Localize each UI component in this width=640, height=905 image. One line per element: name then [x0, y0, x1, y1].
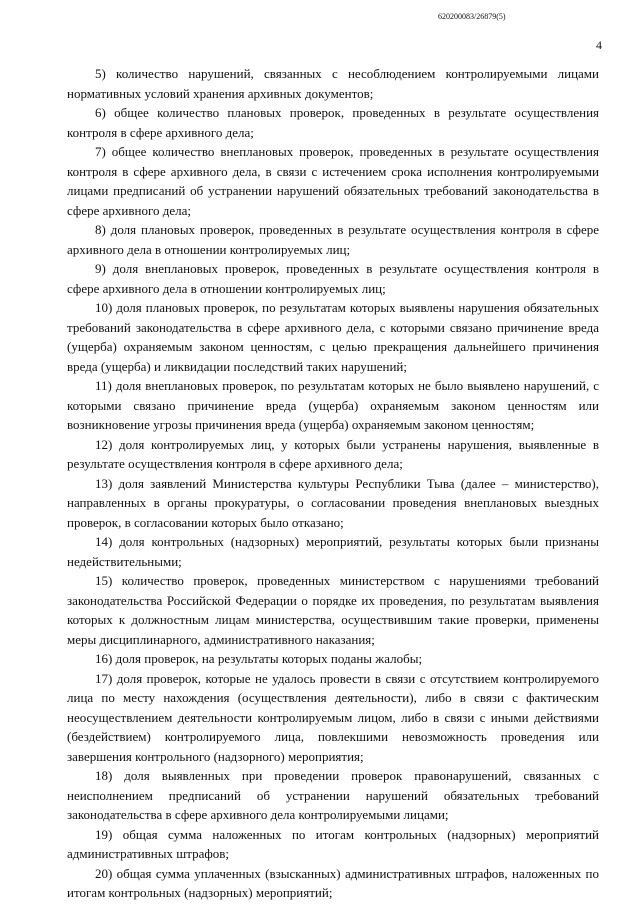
list-item-10: 10) доля плановых проверок, по результатам которых выявлены нарушения обязательных требований законодательства в сфере архивного дела, с которыми связано причинение вреда (ущерба) охраняемым законом ценностям, с целью прекращения дальнейшего причинения вреда (ущерба) и ликвидации последствий таких нарушений; — [67, 300, 599, 374]
list-item-11: 11) доля внеплановых проверок, по результатам которых не было выявлено нарушений, с которыми связано причинение вреда (ущерба) охраняемым законом ценностям или возникновение угрозы причинения вреда (ущерба) охраняемым законом ценностям; — [67, 378, 599, 432]
page-number: 4 — [596, 38, 602, 52]
list-item-20: 20) общая сумма уплаченных (взысканных) административных штрафов, наложенных по итогам контрольных (надзорных) мероприятий; — [67, 865, 599, 900]
list-item-12: 12) доля контролируемых лиц, у которых были устранены нарушения, выявленные в результате осуществления контроля в сфере архивного дела; — [67, 436, 599, 471]
list-item-14: 14) доля контрольных (надзорных) мероприятий, результаты которых были признаны недействительными; — [67, 534, 599, 569]
list-item-13: 13) доля заявлений Министерства культуры Республики Тыва (далее – министерство), направленных в органы прокуратуры, о согласовании проведения внеплановых выездных проверок, в согласовании которых было отказано; — [67, 475, 599, 530]
document-body — [67, 64, 599, 903]
list-item-19: 19) общая сумма наложенных по итогам контрольных (надзорных) мероприятий административных штрафов; — [67, 826, 599, 861]
list-item-18: 18) доля выявленных при проведении проверок правонарушений, связанных с неисполнением предписаний об устранении нарушений обязательных требований законодательства в сфере архивного дела контролируемыми лицами; — [67, 768, 599, 822]
list-item-6: 6) общее количество плановых проверок, проведенных в результате осуществления контроля в сфере архивного дела; — [67, 105, 599, 140]
list-item-5: 5) количество нарушений, связанных с несоблюдением контролируемыми лицами нормативных условий хранения архивных документов; — [67, 66, 599, 101]
list-item-16: 16) доля проверок, на результаты которых поданы жалобы; — [95, 651, 423, 666]
list-item-17: 17) доля проверок, которые не удалось провести в связи с отсутствием контролируемого лица по месту нахождения (осуществления деятельности), либо в связи с фактическим неосуществлением деятельности контролируемым лицом, либо в связи с иными действиями (бездействием) контролируемого лица, повлекшими невозможность проведения или завершения контрольного (надзорного) мероприятия; — [67, 670, 599, 764]
document-code: 620200083/26879(5) — [438, 12, 506, 21]
list-item-7: 7) общее количество внеплановых проверок, проведенных в результате осуществления контроля в сфере архивного дела, в связи с истечением срока исполнения контролируемыми лицами предписаний об устранении нарушений обязательных требований законодательства в сфере архивного дела; — [67, 144, 599, 218]
list-item-9: 9) доля внеплановых проверок, проведенных в результате осуществления контроля в сфере архивного дела в отношении контролируемых лиц; — [67, 261, 599, 296]
list-item-8: 8) доля плановых проверок, проведенных в результате осуществления контроля в сфере архивного дела в отношении контролируемых лиц; — [67, 222, 599, 257]
list-item-15: 15) количество проверок, проведенных министерством с нарушениями требований законодательства Российской Федерации о порядке их проведения, по результатам выявления которых к должностным лицам министерства, осуществившим такие проверки, применены меры дисциплинарного, административного наказания; — [67, 573, 599, 647]
